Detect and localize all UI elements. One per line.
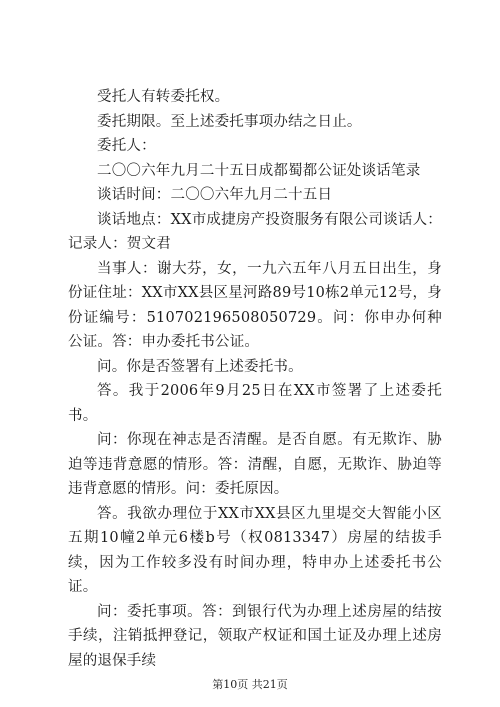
document-body: [68, 85, 442, 673]
page-number-footer: 第10页 共21页: [212, 678, 288, 691]
paragraph: 当事人：谢大芬，女，一九六五年八月五日出生，身份证住址：XX市XX县区星河路89号10栋2单元12号，身份证编号：510702196508050729。问：你申办何种公证。答：申办委托书公证。: [68, 260, 442, 350]
paragraph: 问。你是否签署有上述委托书。: [97, 358, 303, 375]
paragraph: 答。我欲办理位于XX市XX县区九里堤交大智能小区五期10幢2单元6楼b号（权0813347）房屋的结拔手续，因为工作较多没有时间办理，特申办上述委托书公证。: [68, 505, 442, 595]
paragraph: 谈话地点：XX市成捷房产投资服务有限公司谈话人：记录人：贺文君: [68, 211, 442, 252]
paragraph: 谈话时间：二〇〇六年九月二十五日: [97, 187, 333, 203]
paragraph: 问：委托事项。答：到银行代为办理上述房屋的结按手续，注销抵押登记，领取产权证和国土证及办理上述房屋的退保手续: [68, 603, 442, 669]
paragraph: 委托期限。至上述委托事项办结之日止。: [97, 113, 362, 130]
paragraph: 问：你现在神志是否清醒。是否自愿。有无欺诈、胁迫等违背意愿的情形。答：清醒，自愿，无欺诈、胁迫等违背意愿的情形。问：委托原因。: [68, 432, 442, 497]
paragraph: 委托人：: [97, 138, 156, 154]
paragraph: 二〇〇六年九月二十五日成都蜀都公证处谈话笔录: [97, 162, 421, 179]
paragraph: 答。我于2006年9月25日在XX市签署了上述委托书。: [68, 383, 442, 424]
paragraph: 受托人有转委托权。: [97, 89, 230, 105]
